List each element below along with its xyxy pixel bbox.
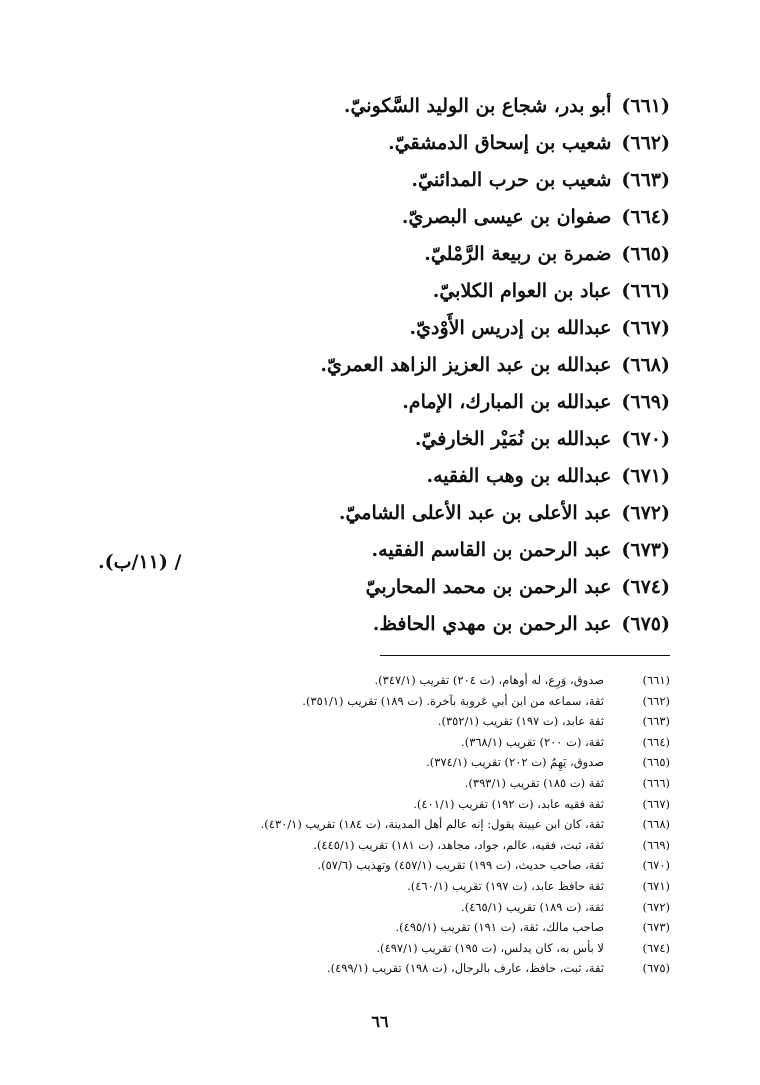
entry [70,162,670,199]
footnote-text: ثقة، ثبت، فقيه، عالم، جواد، مجاهد، (ت ١٨١) تقريب (٤٤٥/١). [313,837,604,852]
entry [70,199,670,236]
entry-number: (٦٦٤) [621,206,670,228]
entry [70,347,670,384]
entry [70,310,670,347]
footnote-text: ثقة، (ت ٢٠٠) تقريب (٣٦٨/١). [461,734,604,749]
footnote-number: (٦٦٥) [642,755,670,770]
footnote-number: (٦٦٢) [642,693,670,708]
footnote-number: (٦٧٥) [642,961,670,976]
footnote-text: صدوق، يَهِمُ (ت ٢٠٢) تقريب (٣٧٤/١). [426,755,604,770]
entry [70,273,670,310]
entry-number: (٦٦٢) [621,132,670,154]
entry-name: عبد الأعلى بن عبد الأعلى الشاميّ. [338,502,612,524]
entry [70,606,670,643]
entry-number: (٦٦١) [621,95,670,117]
entry [70,384,670,421]
footnote [70,835,670,856]
entry [70,236,670,273]
entry-name: عباد بن العوام الكلابيّ. [432,280,612,302]
footnote [70,752,670,773]
entry-name: عبد الرحمن بن محمد المحاربيّ [365,576,612,598]
footnote [70,691,670,712]
footnote-number: (٦٧٤) [642,940,670,955]
footnote-text: ثقة، (ت ١٨٩) تقريب (٤٦٥/١). [461,899,604,914]
footnote-number: (٦٦١) [642,673,670,687]
footnote [70,814,670,835]
entry-name: عبدالله بن عبد العزيز الزاهد العمريّ. [320,354,612,376]
entry-name: شعيب بن حرب المدائنيّ. [411,169,612,191]
entry-name: عبدالله بن المبارك، الإمام. [402,391,612,413]
footnote [70,711,670,732]
footnote [70,958,670,979]
footnote-text: ثقة عابد، (ت ١٩٧) تقريب (٣٥٢/١). [437,714,604,729]
footnote-number: (٦٦٦) [642,775,670,790]
footnotes-list [70,670,670,979]
entry-number: (٦٦٧) [621,317,670,339]
footnote-text: ثقة فقيه عابد، (ت ١٩٢) تقريب (٤٠١/١). [413,796,604,811]
page-number: ٦٦ [371,1012,389,1031]
footnote [70,938,670,959]
footnote-number: (٦٧١) [642,878,670,893]
entry-number: (٦٧٠) [621,428,670,450]
entry-number: (٦٧٥) [621,613,670,635]
footnote-number: (٦٧٠) [642,858,670,873]
footnote-number: (٦٦٤) [642,734,670,749]
footnote-number: (٦٦٣) [642,714,670,729]
footnote [70,876,670,897]
footnote-text: صدوق، وَرِع، له أوهام، (ت ٢٠٤) تقريب (٣٤٧/١). [374,673,604,687]
entry [70,458,670,495]
entry-number: (٦٦٨) [621,354,670,376]
footnote-text: صاحب مالك، ثقة، (ت ١٩١) تقريب (٤٩٥/١). [395,920,604,935]
entry-number: (٦٦٥) [621,243,670,265]
entry-name: أبو بدر، شجاع بن الوليد السَّكونيّ. [343,95,612,117]
footnote-text: ثقة، صاحب حديث، (ت ١٩٩) تقريب (٤٥٧/١) وتهذيب (٥٧/٦). [317,858,604,873]
entry-number: (٦٦٣) [621,169,670,191]
entry-name: عبدالله بن نُمَيْر الخارفيّ. [414,428,612,450]
footnote [70,773,670,794]
entry [70,125,670,162]
entry [70,569,670,606]
footnote [70,917,670,938]
entry-name: عبد الرحمن بن مهدي الحافظ. [372,613,612,635]
footnote [70,794,670,815]
footnote-text: ثقة، كان ابن عيينة يقول: إنه عالم أهل المدينة، (ت ١٨٤) تقريب (٤٣٠/١). [260,817,604,832]
footnote-number: (٦٦٨) [642,817,670,832]
footnote-text: لا بأس به، كان يدلس، (ت ١٩٥) تقريب (٤٩٧/١). [376,940,604,955]
entry [70,495,670,532]
entry-name: صفوان بن عيسى البصريّ. [401,206,612,228]
entry-name: عبدالله بن إدريس الأَوْديّ. [409,317,612,339]
entry-name: عبدالله بن وهب الفقيه. [426,465,612,487]
footnote-number: (٦٦٧) [642,796,670,811]
footnote-text: ثقة (ت ١٨٥) تقريب (٣٩٣/١). [464,775,604,790]
footnote-number: (٦٧٣) [642,920,670,935]
footnote-number: (٦٧٢) [642,899,670,914]
footnote-text: ثقة، سماعه من ابن أبي عَروبة بآخرة. (ت ١٨٩) تقريب (٣٥١/١). [302,693,604,708]
footnote [70,855,670,876]
entry [70,88,670,125]
entry-name: عبد الرحمن بن القاسم الفقيه. [371,539,612,561]
entry-number: (٦٦٩) [621,391,670,413]
entry-name: ضمرة بن ربيعة الرَّمْليّ. [424,243,612,265]
entry-number: (٦٦٦) [621,280,670,302]
footnote-text: ثقة حافظ عابد، (ت ١٩٧) تقريب (٤٦٠/١). [407,878,604,893]
entry-name: شعيب بن إسحاق الدمشقيّ. [388,132,612,154]
footnote [70,670,670,691]
entry-number: (٦٧٤) [621,576,670,598]
entry-number: (٦٧٢) [621,502,670,524]
footnote-text: ثقة، ثبت، حافظ، عارف بالرجال، (ت ١٩٨) تقريب (٤٩٩/١). [326,961,604,976]
footnote [70,732,670,753]
entry-number: (٦٧١) [621,465,670,487]
footnote [70,897,670,918]
footnote-number: (٦٦٩) [642,837,670,852]
manuscript-folio-note: / (١١/ب). [98,551,182,573]
footnote-divider [380,655,670,656]
entry-number: (٦٧٣) [621,539,670,561]
entry [70,421,670,458]
